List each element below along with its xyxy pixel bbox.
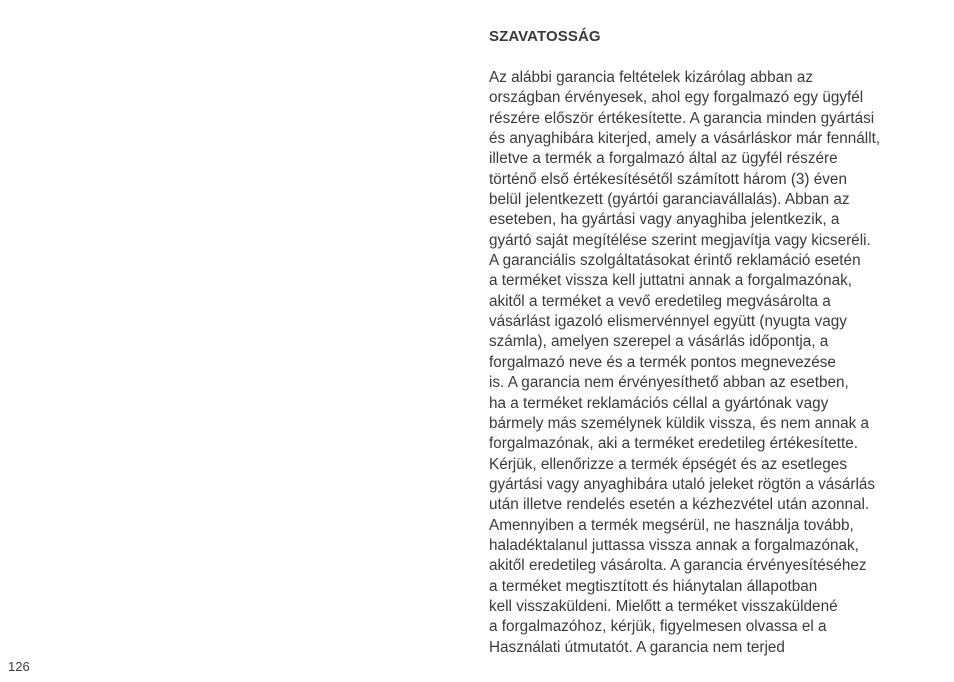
body-text-line: gyártó saját megítélése szerint megjavítja vagy kicseréli. [489,231,871,249]
body-text-line: és anyaghibára kiterjed, amely a vásárláskor már fennállt, [489,130,881,148]
body-text-line: után illetve rendelés esetén a kézhezvétel után azonnal. [489,496,870,514]
body-text-line: forgalmazó neve és a termék pontos megnevezése [489,353,836,371]
body-text-line: Használati útmutatót. A garancia nem terjed [489,638,785,656]
body-text-line: a forgalmazóhoz, kérjük, figyelmesen olvassa el a [489,618,827,636]
warranty-section [489,28,929,658]
body-text-line: részére először értékesítette. A garancia minden gyártási [489,109,875,127]
body-text-line: Amennyiben a termék megsérül, ne használja tovább, [489,516,854,534]
body-text-line: akitől a terméket a vevő eredetileg megvásárolta a [489,292,831,310]
body-text-line: forgalmazónak, aki a terméket eredetileg értékesítette. [489,435,859,453]
section-heading: SZAVATOSSÁG [489,28,601,45]
body-text-line: a terméket vissza kell juttatni annak a forgalmazónak, [489,272,853,290]
page-number: 126 [8,659,30,674]
body-text-line: bármely más személynek küldik vissza, és nem annak a [489,414,870,432]
warranty-body-text [489,68,929,658]
body-text-line: a terméket megtisztított és hiánytalan állapotban [489,577,818,595]
body-text-line: kell visszaküldeni. Mielőtt a terméket visszaküldené [489,597,838,615]
body-text-line: is. A garancia nem érvényesíthető abban az esetben, [489,374,849,392]
body-text-line: Kérjük, ellenőrizze a termék épségét és az esetleges [489,455,847,473]
body-text-line: gyártási vagy anyaghibára utaló jeleket rögtön a vásárlás [489,475,876,493]
body-text-line: számla), amelyen szerepel a vásárlás időpontja, a [489,333,829,351]
body-text-line: ha a terméket reklamációs céllal a gyártónak vagy [489,394,829,412]
body-text-line: belül jelentkezett (gyártói garanciavállalás). Abban az [489,191,850,209]
body-text-line: eseteben, ha gyártási vagy anyaghiba jelentkezik, a [489,211,840,229]
body-text-line: történő első értékesítésétől számított három (3) éven [489,170,847,188]
body-text-line: A garanciális szolgáltatásokat érintő reklamáció esetén [489,252,861,270]
body-text-line: Az alábbi garancia feltételek kizárólag abban az [489,69,813,86]
body-text-line: vásárlást igazoló elismervénnyel együtt (nyugta vagy [489,313,847,331]
body-text-line: haladéktalanul juttassa vissza annak a forgalmazónak, [489,536,859,554]
body-text-line: illetve a termék a forgalmazó által az ügyfél részére [489,150,838,168]
body-text-line: akitől eredetileg vásárolta. A garancia érvényesítéséhez [489,557,867,575]
body-text-line: országban érvényesek, ahol egy forgalmazó egy ügyfél [489,89,864,107]
